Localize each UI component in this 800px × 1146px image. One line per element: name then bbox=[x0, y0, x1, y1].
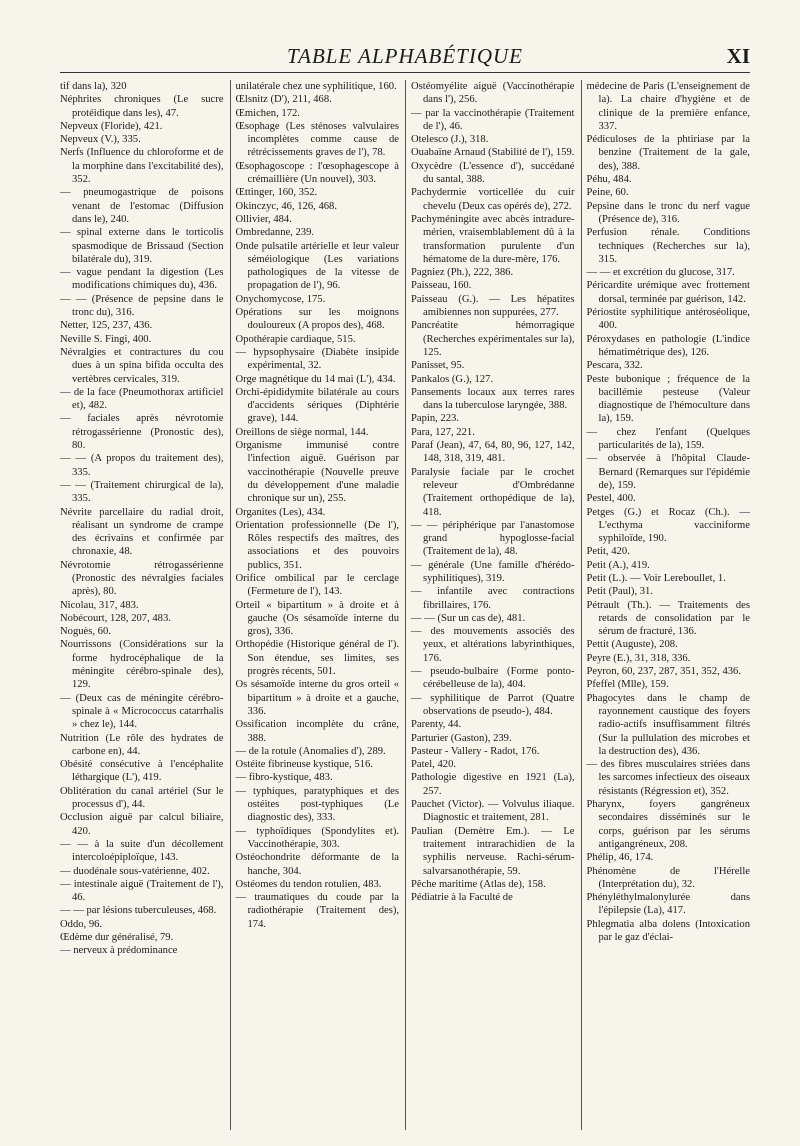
index-entry: — — (Présence de pepsine dans le tronc du), 316. bbox=[60, 293, 224, 319]
index-entry: — observée à l'hôpital Claude-Bernard (Remarques sur l'épidémie de), 159. bbox=[586, 453, 750, 491]
index-entry: — faciales après névrotomie rétrogassérienne (Pronostic des), 80. bbox=[60, 413, 224, 452]
index-entry: Ombredanne, 239. bbox=[235, 227, 315, 239]
index-entry: — par la vaccinothérapie (Traitement de l'), 46. bbox=[411, 107, 575, 132]
header-rule bbox=[60, 72, 750, 73]
index-entry: Noguès, 60. bbox=[60, 626, 111, 638]
index-entry: médecine de Paris (L'enseignement de la). La chaire d'hygiène et de clinique de la première enfance, 337. bbox=[586, 81, 750, 132]
index-entry: Paisseau, 160. bbox=[411, 280, 472, 292]
index-entry: Pfeffel (Mlle), 159. bbox=[586, 679, 669, 691]
index-entry: Ouabaïne Arnaud (Stabilité de l'), 159. bbox=[411, 147, 575, 159]
index-entry: — hypsophysaire (Diabète insipide expérimental, 32. bbox=[235, 346, 399, 372]
index-entry: Nourrissons (Considérations sur la forme hydrocéphalique de la méningite cérébro-spinale des), 129. bbox=[60, 639, 224, 691]
index-entry: — chez l'enfant (Quelques particularités de la), 159. bbox=[586, 426, 750, 452]
index-entry: Ostéomyélite aiguë (Vaccinothérapie dans l'), 256. bbox=[411, 81, 575, 106]
index-entry: — des fibres musculaires striées dans les sarcomes infectieux des oiseaux résistants (Régression et), 352. bbox=[586, 759, 750, 797]
index-entry: Pagniez (Ph.), 222, 386. bbox=[411, 267, 514, 279]
index-entry: Pauchet (Victor). — Volvulus iliaque. Diagnostic et traitement, 281. bbox=[411, 799, 575, 824]
index-entry: Os sésamoïde interne du gros orteil « bipartitum » à droite et a gauche, 336. bbox=[235, 679, 399, 717]
index-entry: Pancréatite hémorragique (Recherches expérimentales sur la), 125. bbox=[411, 320, 575, 358]
index-entry: Peste bubonique ; fréquence de la bacillémie pesteuse (Valeur diagnostique de l'hémoculture dans la), 159. bbox=[586, 373, 750, 425]
index-entry: Pankalos (G.), 127. bbox=[411, 373, 494, 385]
running-title: TABLE ALPHABÉTIQUE bbox=[287, 44, 523, 68]
index-entry: Oblitération du canal artériel (Sur le processus d'), 44. bbox=[60, 785, 224, 811]
index-entry: Pachydermie vorticellée du cuir chevelu (Deux cas opérés de), 272. bbox=[411, 187, 575, 212]
index-column-2 bbox=[230, 80, 400, 1130]
index-entry: Peyre (E.), 31, 318, 336. bbox=[586, 652, 691, 664]
index-entry: Obésité consécutive à l'encéphalite léthargique (L'), 419. bbox=[60, 759, 224, 784]
index-entry: unilatérale chez une syphilitique, 160. bbox=[235, 81, 397, 92]
index-entry: Organites (Les), 434. bbox=[235, 506, 326, 518]
index-entry: Œlsnitz (D'), 211, 468. bbox=[235, 94, 332, 106]
index-entry: Phénomène de l'Hérelle (Interprétation du), 32. bbox=[586, 865, 750, 890]
index-entry: Para, 127, 221. bbox=[411, 426, 475, 438]
index-entry: Phlegmatia alba dolens (Intoxication par le gaz d'éclai- bbox=[586, 918, 750, 943]
index-entry: Paraf (Jean), 47, 64, 80, 96, 127, 142, 148, 318, 319, 481. bbox=[411, 440, 575, 465]
index-entry: Pathologie digestive en 1921 (La), 257. bbox=[411, 772, 575, 797]
index-entry: Pepsine dans le tronc du nerf vague (Présence de), 316. bbox=[586, 200, 750, 225]
index-entry: Phélip, 46, 174. bbox=[586, 852, 654, 864]
index-entry: Orifice ombilical par le cerclage (Fermeture de l'), 143. bbox=[235, 572, 399, 598]
index-entry: Péricardite urémique avec frottement dorsal, terminée par guérison, 142. bbox=[586, 280, 750, 305]
index-entry: — de la face (Pneumothorax artificiel et), 482. bbox=[60, 386, 224, 412]
index-entry: Œsophage (Les sténoses valvulaires incomplètes comme cause de rétrécissements graves de l'), 78. bbox=[235, 120, 399, 159]
index-entry: — duodénale sous-vatérienne, 402. bbox=[60, 865, 210, 877]
index-entry: — de la rotule (Anomalies d'), 289. bbox=[235, 745, 386, 757]
index-entry: Pestel, 400. bbox=[586, 493, 636, 505]
index-entry: Néphrites chroniques (Le sucre protéidique dans les), 47. bbox=[60, 94, 224, 119]
index-entry: — vague pendant la digestion (Les modifications chimiques du), 436. bbox=[60, 267, 224, 292]
index-entry: Panisset, 95. bbox=[411, 360, 465, 372]
index-entry: — — (A propos du traitement des), 335. bbox=[60, 453, 224, 478]
index-entry: Onychomycose, 175. bbox=[235, 293, 326, 305]
index-entry: Paisseau (G.). — Les hépatites amibiennes non suppurées, 277. bbox=[411, 293, 575, 319]
index-entry: Nerfs (Influence du chloroforme et de la morphine dans l'excitabilité des), 352. bbox=[60, 147, 224, 186]
index-entry: Phagocytes dans le champ de rayonnement caustique des foyers radio-actifs insuffisamment filtrés (Sur la pullulation des microbes et la destruction des), 436. bbox=[586, 692, 750, 757]
index-entry: — nerveux à prédominance bbox=[60, 945, 178, 957]
index-entry: — intestinale aiguë (Traitement de l'), 46. bbox=[60, 878, 224, 904]
index-entry: Nepveux (V.), 335. bbox=[60, 134, 141, 146]
index-entry: — — et excrétion du glucose, 317. bbox=[586, 267, 735, 279]
index-column-4 bbox=[581, 80, 751, 1130]
index-entry: Opérations sur les moignons douloureux (A propos des), 468. bbox=[235, 307, 399, 332]
index-entry: Périostite syphilitique antéroséolique, 400. bbox=[586, 307, 750, 332]
index-entry: Nepveux (Floride), 421. bbox=[60, 120, 163, 132]
index-entry: Pharynx, foyers gangréneux secondaires disséminés sur le corps, guérison par les sérums antigangréneux, 208. bbox=[586, 799, 750, 850]
index-column-1 bbox=[60, 80, 224, 1130]
index-entry: Petges (G.) et Rocaz (Ch.). — L'ecthyma vacciniforme syphiloïde, 190. bbox=[586, 506, 750, 545]
index-column-3 bbox=[405, 80, 575, 1130]
index-entry: Parturier (Gaston), 239. bbox=[411, 732, 512, 744]
index-entry: Nobécourt, 128, 207, 483. bbox=[60, 612, 171, 624]
page-header bbox=[60, 44, 750, 74]
index-columns bbox=[60, 80, 750, 1130]
index-entry: Orge magnétique du 14 mai (L'), 434. bbox=[235, 373, 396, 385]
index-entry: Pasteur - Vallery - Radot, 176. bbox=[411, 745, 540, 757]
index-entry: Pachyméningite avec abcès intradure-mérien, vraisemblablement dû à la transformation purulente d'un hématome de la dure-mère, 176. bbox=[411, 213, 575, 265]
index-entry: Péhu, 484. bbox=[586, 174, 632, 186]
index-entry: — — (Traitement chirurgical de la), 335. bbox=[60, 479, 224, 505]
index-entry: Ostéochondrite déformante de la hanche, 304. bbox=[235, 852, 399, 877]
index-entry: Paralysie faciale par le crochet releveur d'Ombrédanne (Traitement orthopédique de la), 418. bbox=[411, 466, 575, 518]
page-number: XI bbox=[726, 44, 750, 68]
index-entry: Ostéite fibrineuse kystique, 516. bbox=[235, 759, 373, 771]
index-entry: Phényléthylmalonylurée dans l'épilepsie (La), 417. bbox=[586, 892, 750, 917]
index-entry: Petit, 420. bbox=[586, 546, 630, 558]
index-entry: Patel, 420. bbox=[411, 759, 457, 771]
index-entry: Ostéomes du tendon rotulien, 483. bbox=[235, 878, 382, 890]
index-entry: Pettit (Auguste), 208. bbox=[586, 639, 678, 651]
index-entry: Petit (L.). — Voir Lereboullet, 1. bbox=[586, 572, 726, 584]
index-entry: Ollivier, 484. bbox=[235, 213, 292, 225]
index-entry: Otelesco (J.), 318. bbox=[411, 134, 489, 146]
index-entry: Opothérapie cardiaque, 515. bbox=[235, 333, 356, 345]
index-entry: — syphilitique de Parrot (Quatre observations de pseudo-), 484. bbox=[411, 692, 575, 717]
index-entry: Névrotomie rétrogassérienne (Pronostic des névralgies faciales après), 80. bbox=[60, 559, 224, 598]
index-entry: — des mouvements associés des yeux, et altérations labyrinthiques, 176. bbox=[411, 626, 575, 664]
index-entry: Péroxydases en pathologie (L'indice hématimétrique des), 126. bbox=[586, 333, 750, 358]
index-entry: Pédiculoses de la phtiriase par la benzine (Traitement de la gale, des), 388. bbox=[586, 134, 750, 172]
index-entry: tif dans la), 320 bbox=[60, 81, 127, 92]
index-entry: Pansements locaux aux terres rares dans la tuberculose laryngée, 388. bbox=[411, 386, 575, 412]
index-entry: Oddo, 96. bbox=[60, 918, 103, 930]
index-entry: Peine, 60. bbox=[586, 187, 629, 199]
index-entry: Peyron, 60, 237, 287, 351, 352, 436. bbox=[586, 666, 741, 678]
index-entry: Nicolau, 317, 483. bbox=[60, 599, 139, 611]
index-entry: Oxycèdre (L'essence d'), succédané du santal, 388. bbox=[411, 160, 575, 186]
index-entry: Parenty, 44. bbox=[411, 719, 462, 731]
index-entry: — — par lésions tuberculeuses, 468. bbox=[60, 905, 217, 917]
index-entry: — pseudo-bulbaire (Forme ponto-cérébelleuse de la), 404. bbox=[411, 666, 575, 691]
index-entry: Papin, 223. bbox=[411, 413, 459, 425]
index-entry: Pêche maritime (Atlas de), 158. bbox=[411, 878, 546, 890]
index-entry: Œdème dur généralisé, 79. bbox=[60, 932, 174, 943]
index-entry: — — (Sur un cas de), 481. bbox=[411, 612, 526, 624]
index-entry: — — à la suite d'un décollement intercoloépiploïque, 143. bbox=[60, 838, 224, 864]
index-entry: Petit (Paul), 31. bbox=[586, 586, 654, 598]
index-entry: Orchi-épididymite bilatérale au cours d'accidents sériques (Diphtérie grave), 144. bbox=[235, 386, 399, 425]
index-entry: Orientation professionnelle (De l'), Rôles respectifs des maîtres, des associations et des pouvoirs publics, 351. bbox=[235, 519, 399, 571]
index-entry: Okinczyc, 46, 126, 468. bbox=[235, 200, 338, 212]
index-entry: Œttinger, 160, 352. bbox=[235, 187, 318, 199]
index-entry: Pédiatrie à la Faculté de bbox=[411, 892, 513, 904]
index-entry: Perfusion rénale. Conditions techniques (Recherches sur la), 315. bbox=[586, 227, 750, 265]
index-entry: — traumatiques du coude par la radiothérapie (Traitement des), 174. bbox=[235, 892, 399, 930]
index-entry: Névrite parcellaire du radial droit, réalisant un syndrome de crampe des écrivains et confirmée par chronaxie, 48. bbox=[60, 506, 224, 558]
index-entry: Nutrition (Le rôle des hydrates de carbone en), 44. bbox=[60, 732, 224, 757]
index-entry: — (Deux cas de méningite cérébro-spinale à « Micrococcus catarrhalis » chez le), 144. bbox=[60, 692, 224, 731]
index-entry: Petit (A.), 419. bbox=[586, 559, 650, 571]
index-entry: Organisme immunisé contre l'infection aiguë. Guérison par vaccinothérapie (Nouvelle preuve du développement d'une maladie chronique sur un), 255. bbox=[235, 440, 399, 505]
index-entry: Onde pulsatile artérielle et leur valeur séméiologique (Les variations pathologiques de la vitesse de propagation de l'), 96. bbox=[235, 240, 399, 292]
index-entry: Orthopédie (Historique général de l'). Son étendue, ses limites, ses progrès récents, 501. bbox=[235, 639, 399, 678]
index-entry: — pneumogastrique de poisons venant de l'estomac (Diffusion dans le), 240. bbox=[60, 187, 224, 225]
index-entry: — fibro-kystique, 483. bbox=[235, 772, 333, 784]
index-entry: Œsophagoscope : l'œsophagescope à crémaillière (Un nouvel), 303. bbox=[235, 160, 399, 186]
index-entry: Névralgies et contractures du cou dues à un spina bifida occulta des vertèbres cervicales, 319. bbox=[60, 346, 224, 385]
index-entry: — spinal externe dans le torticolis spasmodique de Brissaud (Section bilatérale du), 319. bbox=[60, 227, 224, 265]
index-entry: — infantile avec contractions fibrillaires, 176. bbox=[411, 586, 575, 611]
index-entry: Paulian (Demètre Em.). — Le traitement intrarachidien de la syphilis nerveuse. Rachi-sérum-salvarsanothérapie, 59. bbox=[411, 825, 575, 877]
index-entry: Ossification incomplète du crâne, 388. bbox=[235, 719, 399, 744]
index-entry: — — périphérique par l'anastomose grand hypoglosse-facial (Traitement de la), 48. bbox=[411, 519, 575, 558]
index-entry: Netter, 125, 237, 436. bbox=[60, 320, 153, 332]
index-entry: Neville S. Fingi, 400. bbox=[60, 333, 152, 345]
index-entry: Pétrault (Th.). — Traitements des retards de consolidation par le sérum de fracturé, 136. bbox=[586, 599, 750, 638]
index-entry: — typhiques, paratyphiques et des ostéites post-typhiques (Le diagnostic des), 333. bbox=[235, 785, 399, 824]
index-entry: Œmichen, 172. bbox=[235, 107, 300, 119]
index-entry: Occlusion aiguë par calcul biliaire, 420. bbox=[60, 812, 224, 837]
index-entry: Orteil « bipartitum » à droite et à gauche (Os sésamoïde interne du gros), 336. bbox=[235, 599, 399, 638]
index-entry: Oreillons de siège normal, 144. bbox=[235, 426, 369, 438]
index-entry: — typhoïdiques (Spondylites et). Vaccinothérapie, 303. bbox=[235, 825, 399, 850]
index-entry: Pescara, 332. bbox=[586, 360, 643, 372]
index-entry: — générale (Une famille d'hérédo-syphilitiques), 319. bbox=[411, 559, 575, 584]
